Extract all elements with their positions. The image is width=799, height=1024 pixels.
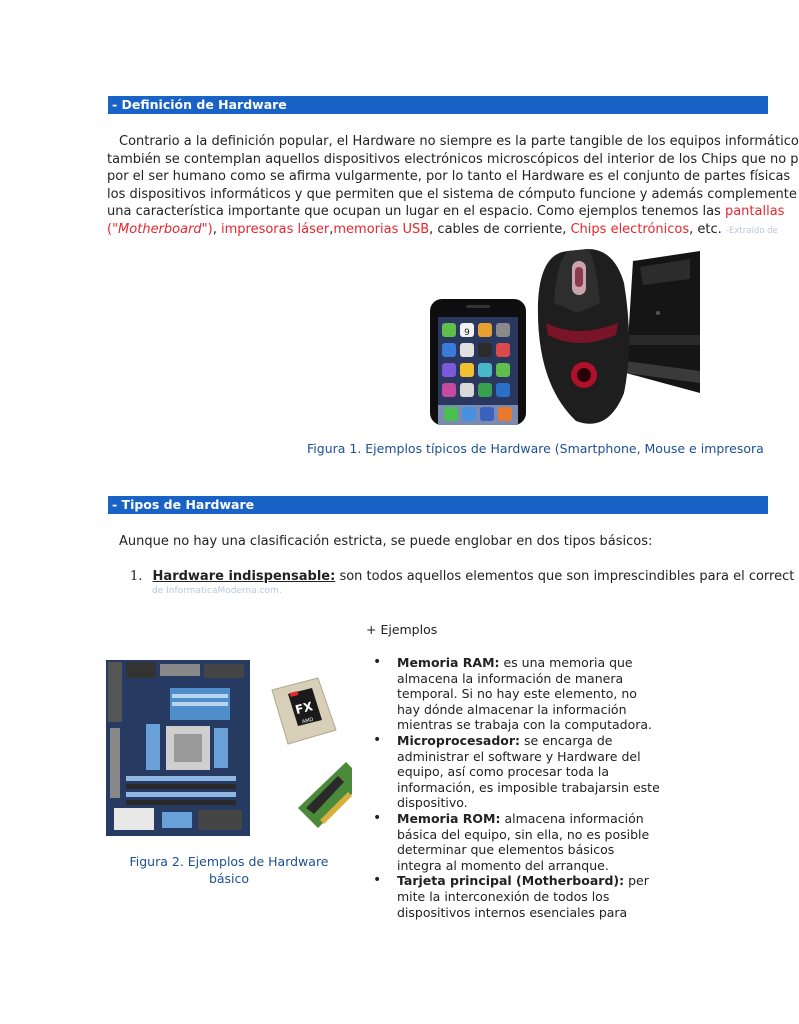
- cpu-maker-label: AMD: [301, 716, 315, 726]
- tipo1-term: Hardware indispensable:: [152, 569, 336, 584]
- list-item: [370, 811, 660, 873]
- example-term: Microprocesador:: [397, 732, 521, 748]
- separator: ,: [329, 221, 334, 237]
- ejemplos-toggle[interactable]: + Ejemplos: [366, 622, 438, 637]
- paragraph-line: [107, 203, 785, 221]
- tipo1-item: [130, 569, 794, 584]
- example-term: Memoria ROM:: [397, 810, 501, 826]
- paragraph-text: , cables de corriente,: [429, 221, 571, 237]
- example-term: Memoria RAM:: [397, 655, 500, 670]
- example-term: Tarjeta principal (Motherboard):: [397, 873, 625, 889]
- mouse-icon: [538, 249, 629, 424]
- list-item: [370, 733, 660, 811]
- example-text: per mite la interconexión de todos los dispositivos internos esenciales para: [397, 873, 649, 920]
- list-item: [370, 655, 660, 733]
- tipo1-source-link[interactable]: de InformaticaModerna.com.: [152, 586, 282, 596]
- phone-calendar-date: 9: [464, 328, 470, 338]
- section-header-tipos: - Tipos de Hardware: [108, 496, 768, 514]
- paren-open: (: [107, 221, 113, 237]
- paragraph-text: , etc.: [689, 221, 726, 237]
- section-header-definicion: - Definición de Hardware: [108, 96, 768, 114]
- link-pantallas[interactable]: pantallas: [724, 204, 785, 219]
- printer-icon: [626, 251, 700, 393]
- paren-close: ): [207, 221, 213, 237]
- tipos-intro: Aunque no hay una clasificación estricta, se puede englobar en dos tipos básicos:: [119, 534, 653, 549]
- examples-list: [370, 655, 660, 920]
- example-text: se encarga de administrar el software y Hardware del equipo, así como procesar toda la información, es imposible trabajarsin este dispositivo.: [397, 732, 660, 811]
- link-motherboard[interactable]: "Motherboard": [112, 221, 208, 237]
- cpu-brand-label: FX: [293, 699, 315, 718]
- paragraph-text: una característica importante que ocupan un lugar en el espacio. Como ejemplos tenemos las: [107, 204, 725, 219]
- link-impresoras[interactable]: impresoras láser: [221, 221, 330, 237]
- link-chips[interactable]: Chips electrónicos: [570, 221, 690, 237]
- link-memorias-usb[interactable]: memorias USB: [333, 221, 430, 237]
- definicion-paragraph: [107, 133, 799, 238]
- list-number: 1.: [130, 569, 143, 584]
- paragraph-line: también se contemplan aquellos dispositivos electrónicos microscópicos del interior de los Chips que no p: [107, 151, 799, 167]
- list-item: [370, 873, 660, 920]
- hardware-examples-illustration: [428, 243, 700, 425]
- caption-line: Figura 2. Ejemplos de Hardware: [129, 854, 329, 869]
- figure2-caption: [106, 853, 352, 887]
- source-link[interactable]: -Extraído de: [725, 225, 778, 236]
- smartphone-icon: [430, 299, 526, 425]
- example-text: es una memoria que almacena la información de manera temporal. Si no hay este elemento, no hay dónde almacenar la información mientras se trabaja con la computadora.: [397, 655, 653, 733]
- ram-icon: [298, 762, 352, 828]
- paragraph-line: por el ser humano como se afirma vulgarmente, por lo tanto el Hardware es el conjunto de partes físicas: [107, 169, 791, 184]
- example-text: almacena información básica del equipo, sin ella, no es posible determinar que elementos básicos integra al momento del arranque.: [397, 810, 650, 873]
- paragraph-line: los dispositivos informáticos y que permiten que el sistema de cómputo funcione y además complemente: [107, 186, 797, 202]
- caption-line: básico: [208, 871, 250, 886]
- paragraph-line: [107, 221, 778, 239]
- separator: ,: [212, 221, 221, 237]
- cpu-icon: [272, 678, 336, 744]
- motherboard-icon: [106, 660, 250, 836]
- figure1-caption: Figura 1. Ejemplos típicos de Hardware (Smartphone, Mouse e impresora: [307, 441, 764, 456]
- basic-hardware-illustration: [106, 658, 352, 838]
- figure2-image: [106, 658, 352, 838]
- tipo1-text: son todos aquellos elementos que son imprescindibles para el correct: [335, 569, 795, 584]
- figure1-image: [428, 243, 700, 425]
- paragraph-line: Contrario a la definición popular, el Hardware no siempre es la parte tangible de los equipos informático: [119, 134, 799, 149]
